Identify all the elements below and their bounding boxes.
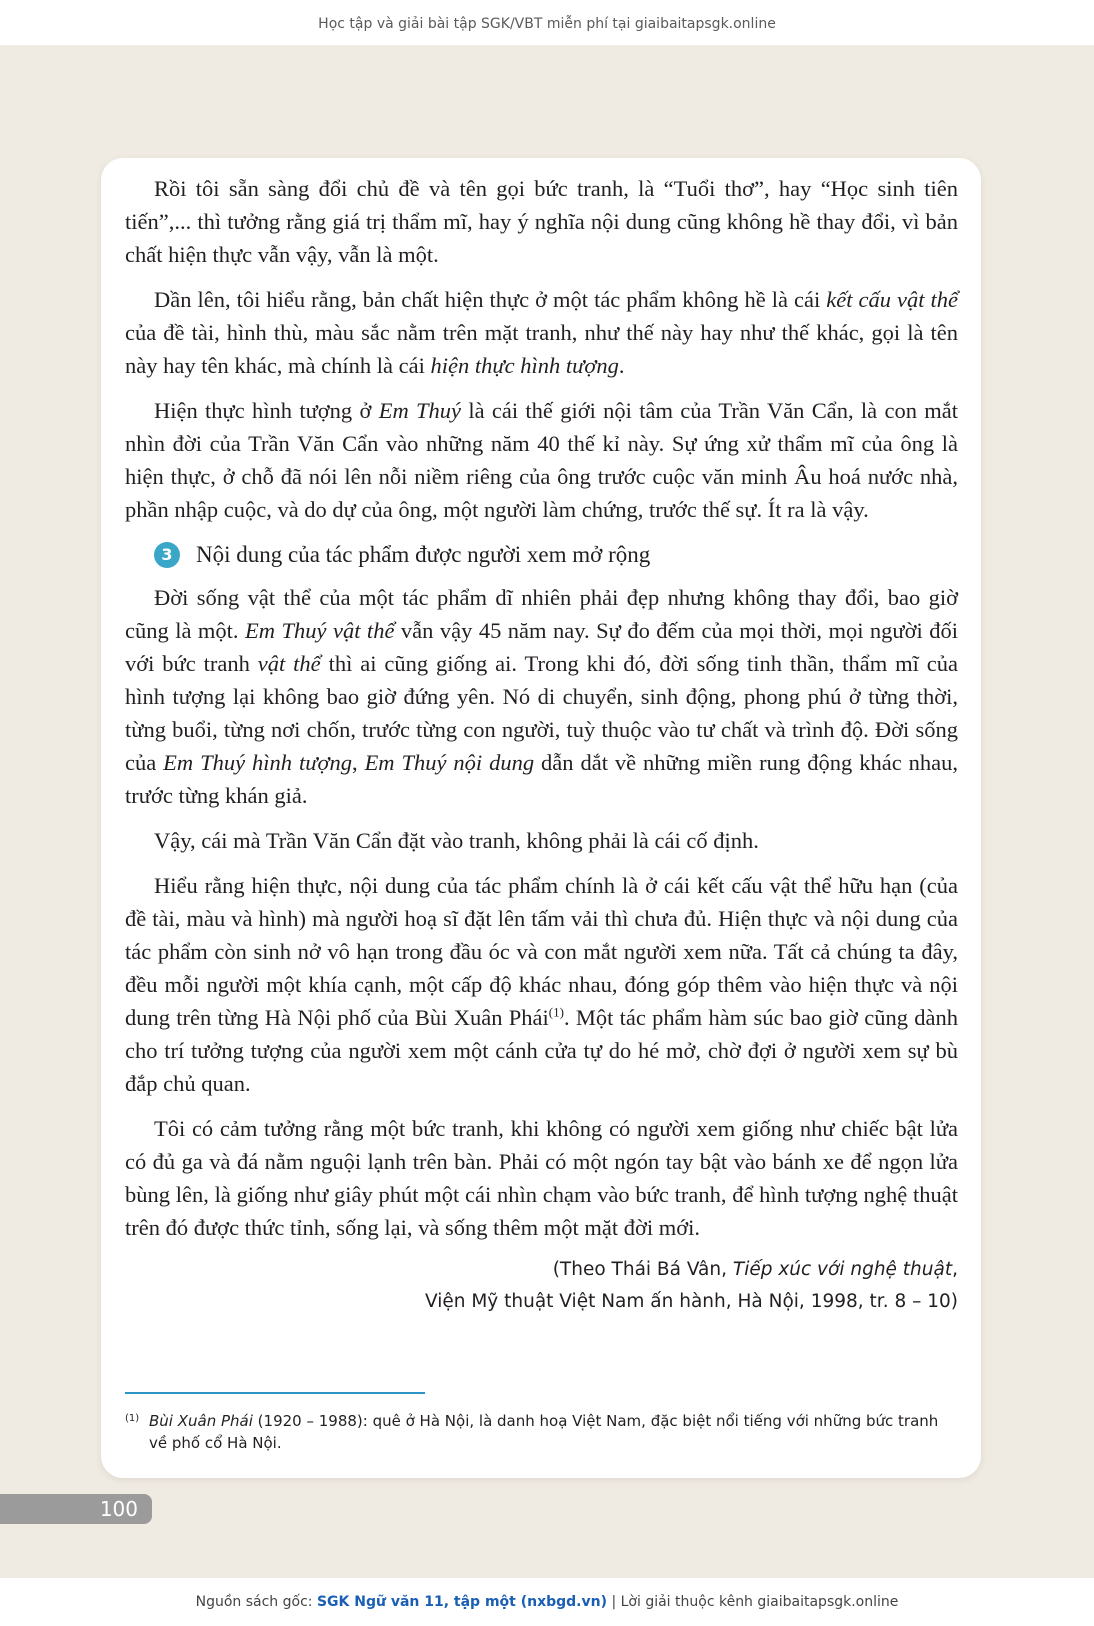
- paragraph-5: [125, 824, 958, 857]
- top-banner: [0, 0, 1094, 45]
- source-text-a: (Theo Thái Bá Vân,: [552, 1259, 733, 1280]
- p3-text-a: Hiện thực hình tượng ở: [154, 398, 379, 423]
- footnote-name: Bùi Xuân Phái: [149, 1412, 253, 1430]
- footer-suffix: | Lời giải thuộc kênh giaibaitapsgk.online: [607, 1594, 899, 1610]
- article-body: [125, 172, 958, 1318]
- footnote-mark: (1): [125, 1413, 140, 1424]
- p6-text-a: Hiểu rằng hiện thực, nội dung của tác phẩm chính là ở cái kết cấu vật thể hữu hạn (của đề tài, màu và hình) mà người hoạ sĩ đặt lên tấm vải thì chưa đủ. Hiện thực và nội dung của tác phẩm còn sinh nở vô hạn trong đầu óc và con mắt người xem nữa. Tất cả chúng ta đây, đều mỗi người một khía cạnh, một cấp độ khác nhau, đóng góp thêm vào hiện thực và nội dung trên từng Hà Nội phố của Bùi Xuân Phái: [125, 873, 958, 1030]
- paragraph-7-text: Tôi có cảm tưởng rằng một bức tranh, khi không có người xem giống như chiếc bật lửa có đủ ga và đá nằm nguội lạnh trên bàn. Phải có một ngón tay bật vào bánh xe để ngọn lửa bùng lên, là giống như giây phút một cái nhìn chạm vào bức tranh, để hình tượng nghệ thuật trên đó được thức tỉnh, sống lại, và sống thêm một mặt đời mới.: [125, 1116, 958, 1240]
- section-title: Nội dung của tác phẩm được người xem mở rộng: [196, 542, 651, 567]
- footnote-body: [149, 1410, 960, 1454]
- footnote-divider: [125, 1392, 425, 1394]
- source-line-1: [125, 1254, 958, 1286]
- footnote-reference[interactable]: (1): [548, 1004, 564, 1020]
- p6-text-b: . Một tác phẩm hàm súc bao giờ cũng dành cho trí tưởng tượng của người xem một cánh cửa tự do hé mở, chờ đợi ở người xem sự bù đắp chủ quan.: [125, 1005, 958, 1096]
- p4-text-d: ,: [352, 750, 365, 775]
- paragraph-5-text: Vậy, cái mà Trần Văn Cẩn đặt vào tranh, không phải là cái cố định.: [154, 828, 759, 853]
- section-number-badge: 3: [154, 542, 180, 568]
- page-number: 100: [99, 1497, 138, 1521]
- footer-prefix: Nguồn sách gốc:: [195, 1594, 317, 1610]
- source-citation: [125, 1254, 958, 1318]
- footer-book-link[interactable]: SGK Ngữ văn 11, tập một (nxbgd.vn): [316, 1594, 607, 1610]
- footnote-text: (1920 – 1988): quê ở Hà Nội, là danh hoạ Việt Nam, đặc biệt nổi tiếng với những bức tranh về phố cổ Hà Nội.: [149, 1412, 939, 1452]
- paragraph-7: [125, 1112, 958, 1244]
- paragraph-1-text: Rồi tôi sẵn sàng đổi chủ đề và tên gọi bức tranh, là “Tuổi thơ”, hay “Học sinh tiên tiến”,... thì tưởng rằng giá trị thẩm mĩ, hay ý nghĩa nội dung cũng không hề thay đổi, vì bản chất hiện thực vẫn vậy, vẫn là một.: [125, 176, 958, 267]
- source-book-title: Tiếp xúc với nghệ thuật: [732, 1259, 953, 1280]
- paragraph-2: [125, 283, 958, 382]
- p2-italic-a: kết cấu vật thể: [826, 287, 959, 312]
- section-heading: [154, 538, 958, 571]
- p4-text-c: thì ai cũng giống ai. Trong khi đó, đời sống tinh thần, thẩm mĩ của hình tượng lại không bao giờ đứng yên. Nó di chuyển, sinh động, phong phú ở từng thời, từng buổi, từng nơi chốn, trước từng con người, tuỳ thuộc vào tư chất và trình độ. Đời sống của: [125, 651, 958, 775]
- paragraph-4: [125, 581, 958, 812]
- p4-text-a: Đời sống vật thể của một tác phẩm dĩ nhiên phải đẹp nhưng không thay đổi, bao giờ cũng là một.: [125, 585, 958, 643]
- paragraph-1: [125, 172, 958, 271]
- p2-text-c: .: [618, 353, 625, 378]
- page-number-tab: [0, 1494, 152, 1524]
- p4-text-e: dẫn dắt về những miền rung động khác nhau, trước từng khán giả.: [125, 750, 958, 808]
- p3-text-b: là cái thế giới nội tâm của Trần Văn Cẩn, là con mắt nhìn đời của Trần Văn Cẩn vào những năm 40 thế kỉ này. Sự ứng xử thẩm mĩ của ông là hiện thực, ở chỗ đã nói lên nỗi niềm riêng của ông trước cuộc văn minh Âu hoá nước nhà, phần nhập cuộc, và do dự của ông, một người làm chứng, trước thế sự. Ít ra là vậy.: [125, 398, 958, 522]
- p4-italic-c: Em Thuý hình tượng: [163, 750, 352, 775]
- p3-italic-a: Em Thuý: [378, 398, 462, 423]
- p4-italic-a: Em Thuý vật thể: [245, 618, 395, 643]
- bottom-banner: [0, 1578, 1094, 1626]
- p2-italic-b: hiện thực hình tượng: [430, 353, 619, 378]
- p2-text-a: Dần lên, tôi hiểu rằng, bản chất hiện thực ở một tác phẩm không hề là cái: [154, 287, 827, 312]
- p4-italic-d: Em Thuý nội dung: [364, 750, 535, 775]
- paragraph-6: [125, 869, 958, 1100]
- paragraph-3: [125, 394, 958, 526]
- p2-text-b: của đề tài, hình thù, màu sắc nằm trên mặt tranh, như thế này hay như thế khác, gọi là tên này hay tên khác, mà chính là cái: [125, 320, 958, 378]
- source-text-b: ,: [952, 1259, 958, 1280]
- top-banner-text: Học tập và giải bài tập SGK/VBT miễn phí tại giaibaitapsgk.online: [318, 16, 776, 32]
- p4-italic-b: vật thể: [257, 651, 321, 676]
- p4-text-b: vẫn vậy 45 năm nay. Sự đo đếm của mọi thời, mọi người đối với bức tranh: [125, 618, 958, 676]
- footnote: [125, 1410, 960, 1454]
- source-line-2: Viện Mỹ thuật Việt Nam ấn hành, Hà Nội, 1998, tr. 8 – 10): [424, 1291, 958, 1312]
